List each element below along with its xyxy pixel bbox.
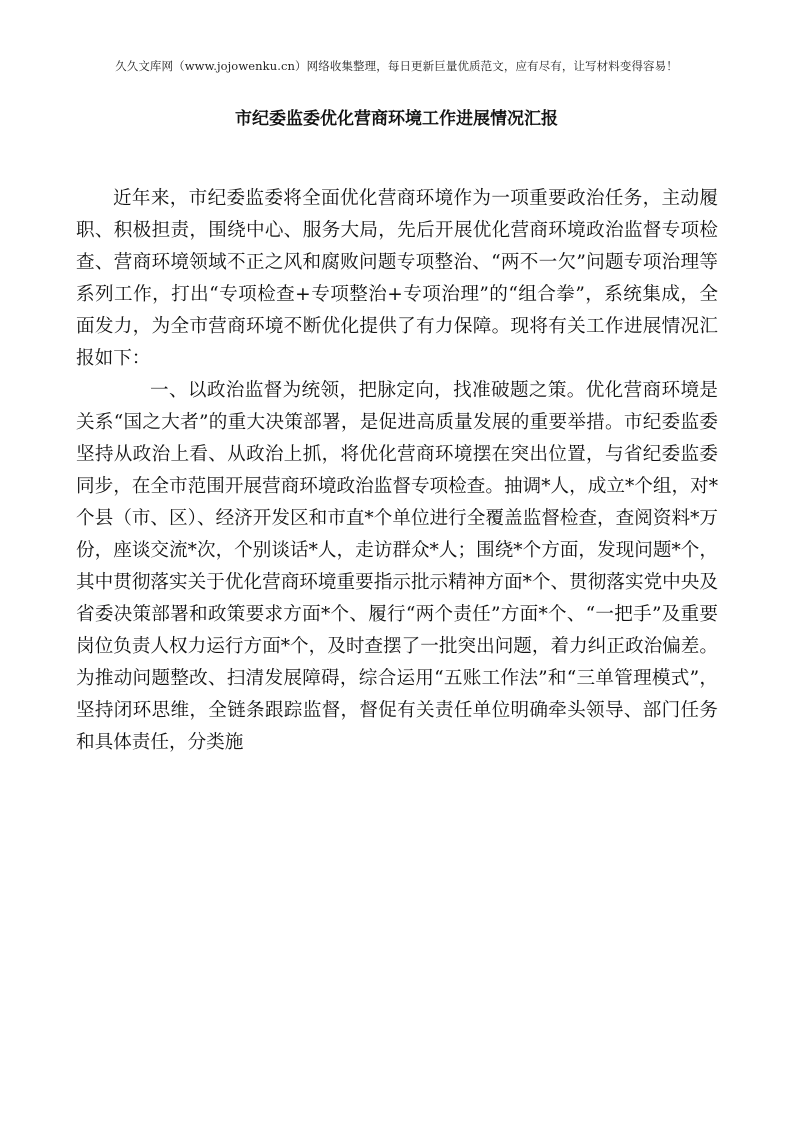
document-title: 市纪委监委优化营商环境工作进展情况汇报 <box>235 109 558 129</box>
body-paragraph-section-1: 一、以政治监督为统领，把脉定向，找准破题之策。优化营商环境是关系“国之大者”的重大决策部署，是促进高质量发展的重要举措。市纪委监委坚持从政治上看、从政治上抓，将优化营商环境摆在突出位置，与省纪委监委同步，在全市范围开展营商环境政治监督专项检查。抽调*人，成立*个组，对*个县（市、区）、经济开发区和市直*个单位进行全覆盖监督检查，查阅资料*万份，座谈交流*次，个别谈话*人，走访群众*人；围绕*个方面，发现问题*个，其中贯彻落实关于优化营商环境重要指示批示精神方面*个、贯彻落实党中央及省委决策部署和政策要求方面*个、履行“两个责任”方面*个、“一把手”及重要岗位负责人权力运行方面*个，及时查摆了一批突出问题，着力纠正政治偏差。为推动问题整改、扫清发展障碍，综合运用“五账工作法”和“三单管理模式”，坚持闭环思维，全链条跟踪监督，督促有关责任单位明确牵头领导、部门任务和具体责任，分类施 <box>76 380 718 753</box>
page-header-notice: 久久文库网（www.jojowenku.cn）网络收集整理，每日更新巨量优质范文，应有尽有，让写材料变得容易！ <box>115 59 678 73</box>
document-body <box>76 183 718 759</box>
body-paragraph-intro: 近年来，市纪委监委将全面优化营商环境作为一项重要政治任务，主动履职、积极担责，围绕中心、服务大局，先后开展优化营商环境政治监督专项检查、营商环境领域不正之风和腐败问题专项整治、“两不一欠”问题专项治理等系列工作，打出“专项检查+专项整治+专项治理”的“组合拳”，系统集成，全面发力，为全市营商环境不断优化提供了有力保障。现将有关工作进展情况汇报如下： <box>76 188 718 369</box>
